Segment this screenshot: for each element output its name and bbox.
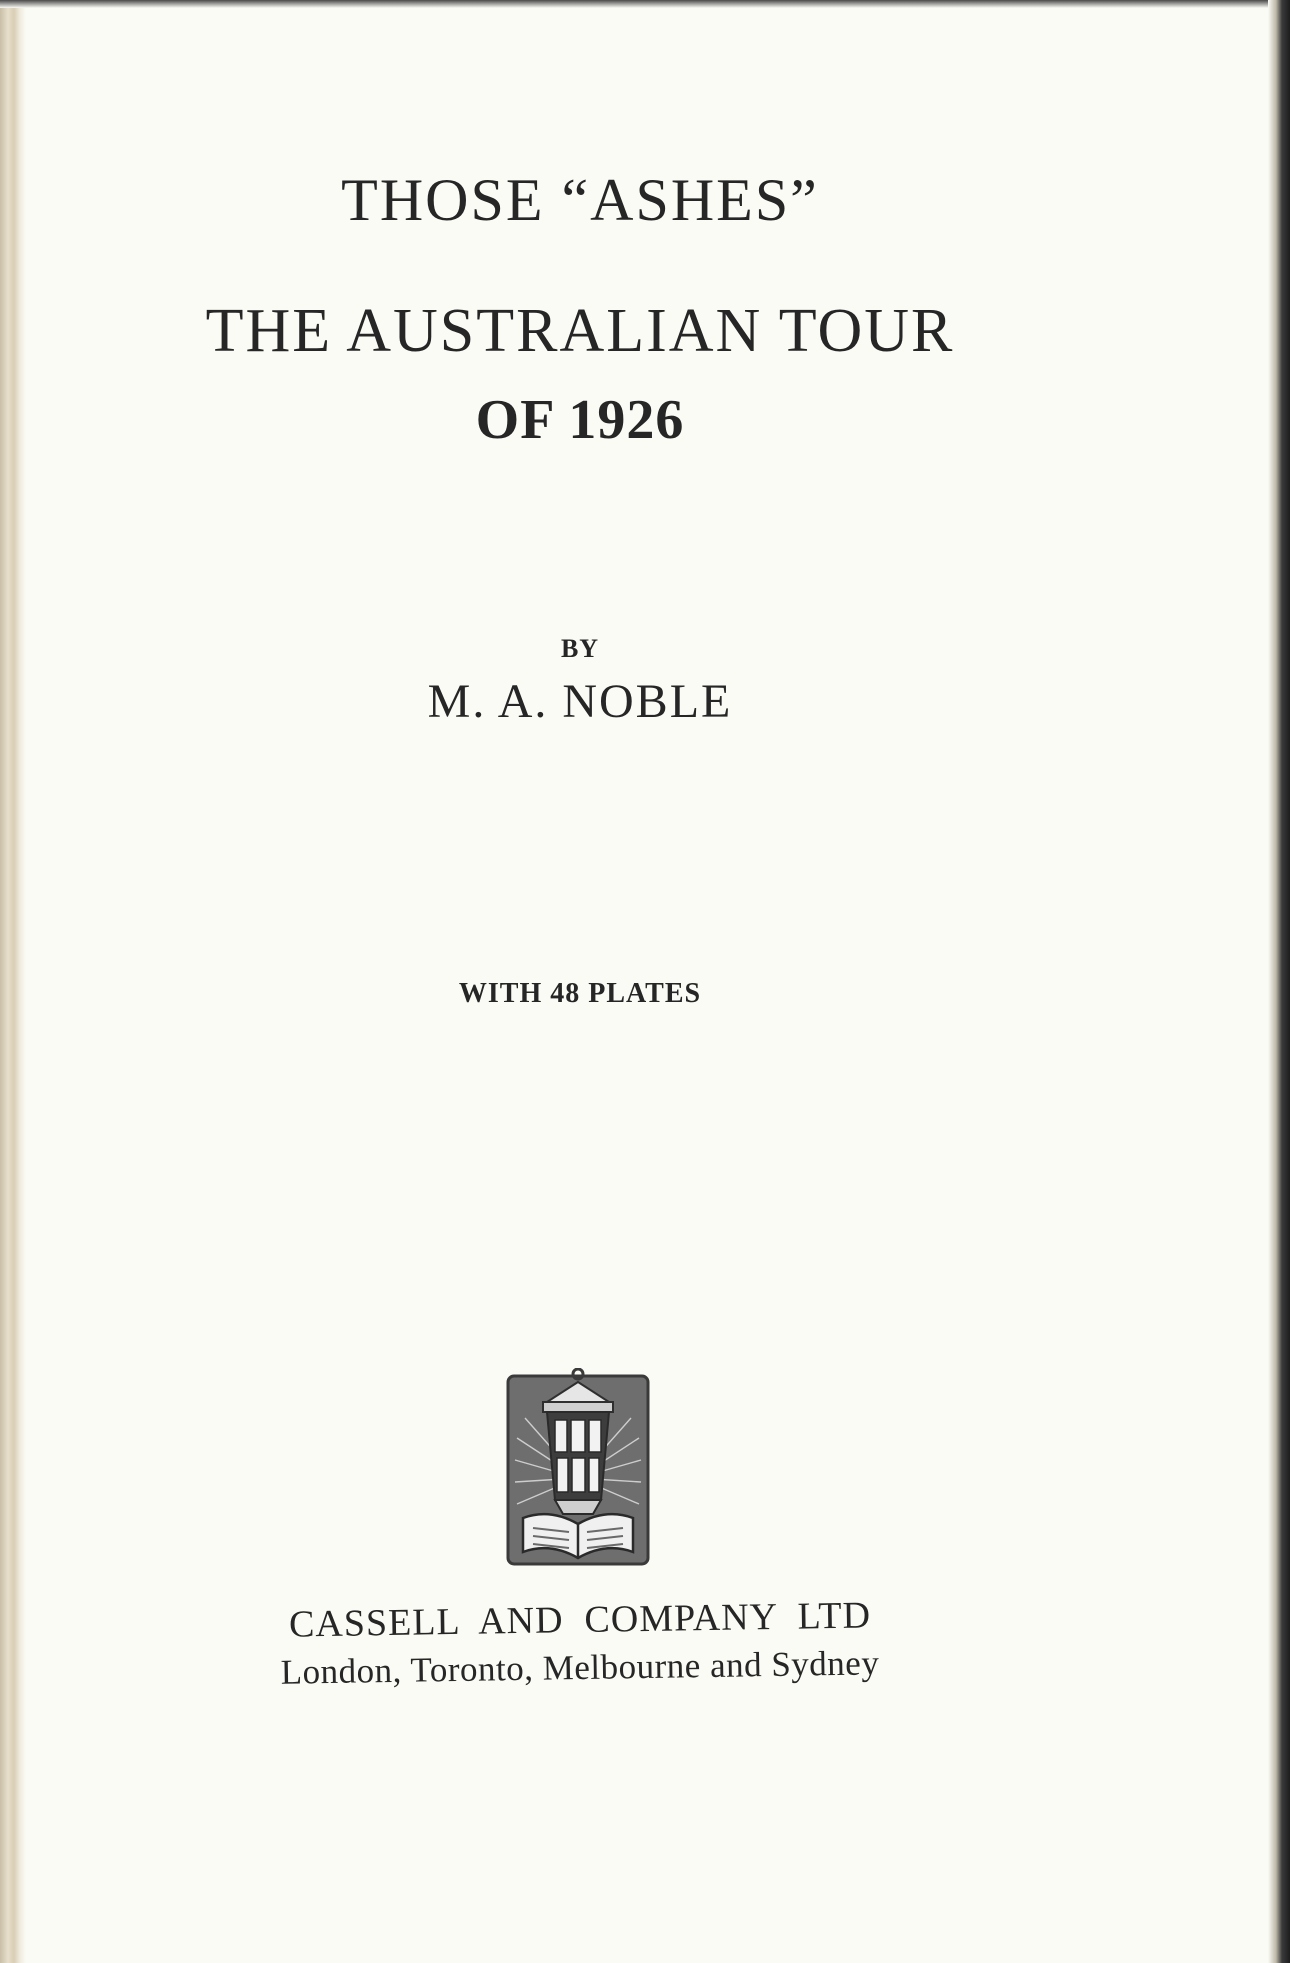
publisher-emblem-icon xyxy=(505,1368,651,1568)
plates-note: WITH 48 PLATES xyxy=(458,978,702,1009)
publisher-cities: London, Toronto, Melbourne and Sydney xyxy=(280,1643,880,1692)
by-label: BY xyxy=(560,634,600,663)
book-title-line-2: OF 1926 xyxy=(475,389,685,451)
book-cover-edge xyxy=(1268,0,1290,1963)
book-title-line-1: THE AUSTRALIAN TOUR xyxy=(205,297,955,365)
series-title: THOSE “ASHES” xyxy=(341,167,819,233)
publisher-name: CASSELL AND COMPANY LTD xyxy=(288,1594,872,1646)
page-top-edge xyxy=(0,0,1290,8)
author-name: M. A. NOBLE xyxy=(427,675,733,728)
